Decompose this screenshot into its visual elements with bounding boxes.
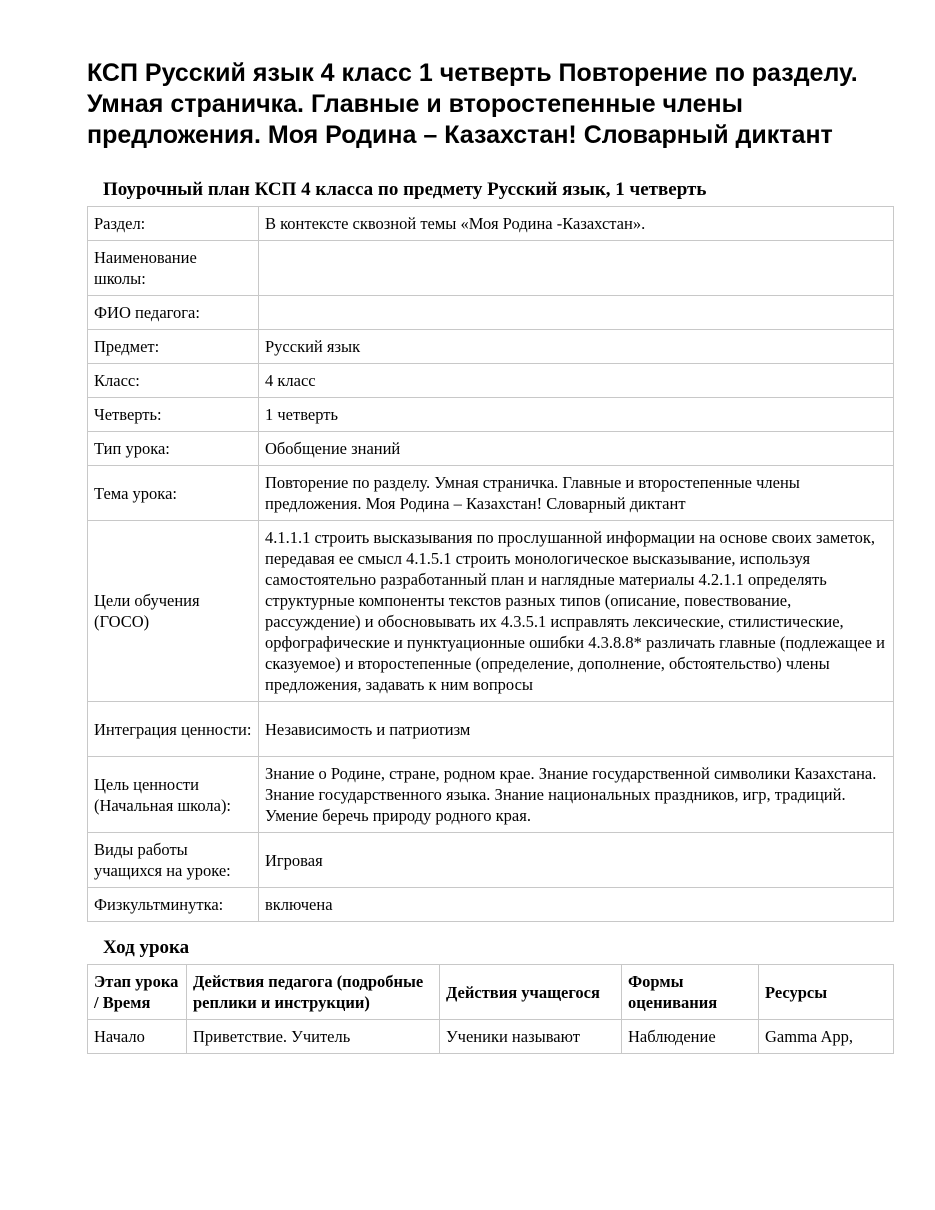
table-row bbox=[88, 398, 894, 432]
row-label: Интеграция ценности: bbox=[88, 702, 259, 757]
row-label: Физкультминутка: bbox=[88, 888, 259, 922]
row-label: Наименование школы: bbox=[88, 241, 259, 296]
row-value bbox=[259, 296, 894, 330]
lesson-plan-table bbox=[87, 206, 894, 922]
header-student-actions: Действия учащегося bbox=[440, 965, 622, 1020]
table-row bbox=[88, 432, 894, 466]
table-row bbox=[88, 330, 894, 364]
row-label: Раздел: bbox=[88, 207, 259, 241]
table-row bbox=[88, 207, 894, 241]
cell-student-actions: Ученики называют bbox=[440, 1020, 622, 1054]
table-row bbox=[88, 1020, 894, 1054]
table-header-row bbox=[88, 965, 894, 1020]
header-resources: Ресурсы bbox=[759, 965, 894, 1020]
table-row bbox=[88, 833, 894, 888]
row-value: Повторение по разделу. Умная страничка. Главные и второстепенные члены предложения. Моя Родина – Казахстан! Словарный диктант bbox=[259, 466, 894, 521]
row-label: Класс: bbox=[88, 364, 259, 398]
row-value: 4.1.1.1 строить высказывания по прослушанной информации на основе своих заметок, передавая ее смысл 4.1.5.1 строить монологическое высказывание, используя самостоятельно разработанный план и наглядные материалы 4.2.1.1 определять структурные компоненты текстов разных типов (описание, повествование, рассуждение) и обосновывать их 4.3.5.1 исправлять лексические, стилистические, орфографические и пунктуационные ошибки 4.3.8.8* различать главные (подлежащее и сказуемое) и второстепенные (определение, дополнение, обстоятельство) члены предложения, задавать к ним вопросы bbox=[259, 521, 894, 702]
header-teacher-actions: Действия педагога (подробные реплики и инструкции) bbox=[187, 965, 440, 1020]
cell-assessment: Наблюдение bbox=[622, 1020, 759, 1054]
row-label: Четверть: bbox=[88, 398, 259, 432]
row-label: Тип урока: bbox=[88, 432, 259, 466]
table-row bbox=[88, 466, 894, 521]
row-value: 4 класс bbox=[259, 364, 894, 398]
table-row bbox=[88, 241, 894, 296]
plan-heading: Поурочный план КСП 4 класса по предмету Русский язык, 1 четверть bbox=[103, 179, 707, 200]
row-value: В контексте сквозной темы «Моя Родина -Казахстан». bbox=[259, 207, 894, 241]
row-label: Предмет: bbox=[88, 330, 259, 364]
row-value bbox=[259, 241, 894, 296]
document-page bbox=[87, 58, 893, 1054]
table-row bbox=[88, 702, 894, 757]
row-value: Игровая bbox=[259, 833, 894, 888]
table-row bbox=[88, 364, 894, 398]
lesson-progress-table bbox=[87, 964, 894, 1054]
cell-resources: Gamma App, bbox=[759, 1020, 894, 1054]
table-row bbox=[88, 521, 894, 702]
row-value: 1 четверть bbox=[259, 398, 894, 432]
row-label: ФИО педагога: bbox=[88, 296, 259, 330]
table-row bbox=[88, 757, 894, 833]
row-label: Цели обучения (ГОСО) bbox=[88, 521, 259, 702]
row-label: Виды работы учащихся на уроке: bbox=[88, 833, 259, 888]
header-assessment: Формы оценивания bbox=[622, 965, 759, 1020]
table-row bbox=[88, 888, 894, 922]
row-value: включена bbox=[259, 888, 894, 922]
progress-heading: Ход урока bbox=[103, 937, 190, 958]
cell-teacher-actions: Приветствие. Учитель bbox=[187, 1020, 440, 1054]
table-row bbox=[88, 296, 894, 330]
row-value: Знание о Родине, стране, родном крае. Знание государственной символики Казахстана. Знание государственного языка. Знание национальных праздников, игр, традиций. Умение беречь природу родного края. bbox=[259, 757, 894, 833]
header-stage: Этап урока / Время bbox=[88, 965, 187, 1020]
row-label: Тема урока: bbox=[88, 466, 259, 521]
row-value: Русский язык bbox=[259, 330, 894, 364]
cell-stage: Начало bbox=[88, 1020, 187, 1054]
row-label: Цель ценности (Начальная школа): bbox=[88, 757, 259, 833]
row-value: Независимость и патриотизм bbox=[259, 702, 894, 757]
row-value: Обобщение знаний bbox=[259, 432, 894, 466]
document-title: КСП Русский язык 4 класс 1 четверть Повторение по разделу. Умная страничка. Главные и второстепенные члены предложения. Моя Родина – Казахстан! Словарный диктант bbox=[87, 59, 858, 149]
